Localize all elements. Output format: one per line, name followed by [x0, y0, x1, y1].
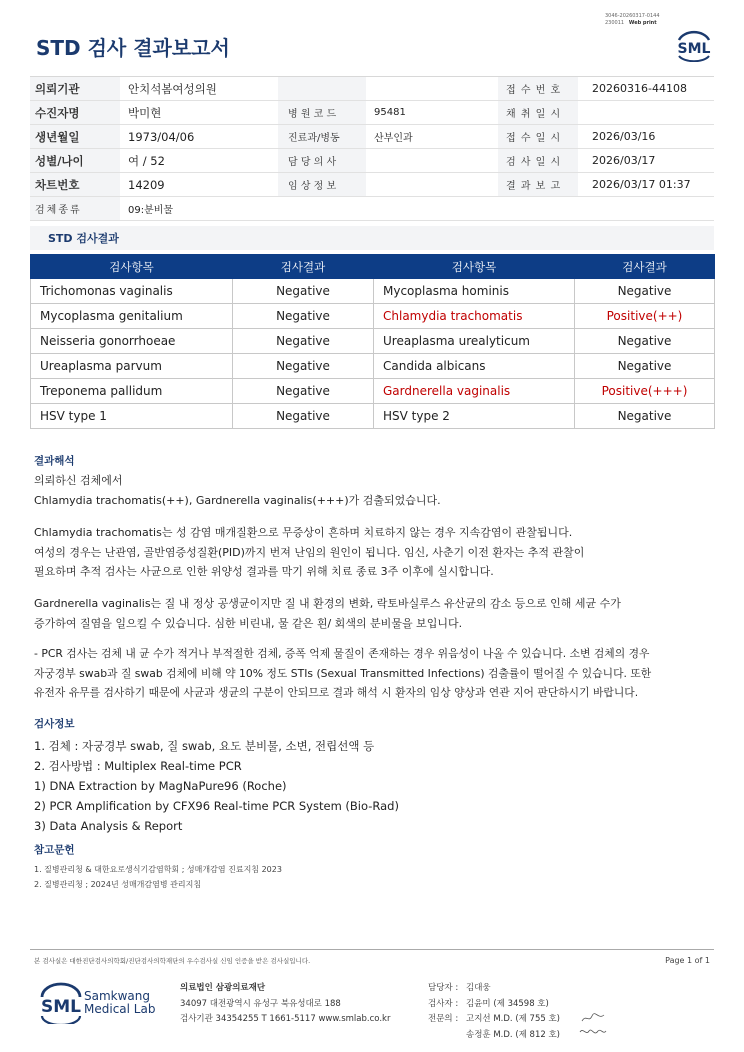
- interpretation-heading: 결과해석: [34, 455, 75, 467]
- test-name: Treponema pallidum: [31, 379, 233, 404]
- test-result: Negative: [233, 404, 374, 429]
- test-result: Negative: [233, 279, 374, 304]
- info-label: 접 수 일 시: [498, 125, 578, 148]
- page-number: Page 1 of 1: [665, 956, 710, 965]
- info-label: 진료과/병동: [278, 125, 366, 148]
- test-result: Negative: [233, 304, 374, 329]
- info-value: 2026/03/17: [592, 154, 656, 167]
- info-value: 여 / 52: [128, 153, 165, 168]
- info-label: 채 취 일 시: [498, 101, 578, 124]
- svg-text:SML: SML: [41, 997, 81, 1017]
- info-value: 2026/03/17 01:37: [592, 178, 691, 191]
- page-title: STD 검사 결과보고서: [36, 36, 230, 60]
- test-info-list: 1. 검체 : 자궁경부 swab, 질 swab, 요도 분비물, 소변, 전립선액 등 2. 검사방법 : Multiplex Real-time PCR 1) DNA Extraction by MagNaPure96 (Roche) 2) PCR Amplification by CFX96 Real-time PCR System (Bio-Rad) 3) Data Analysis & Report: [34, 739, 399, 833]
- table-row: [31, 379, 715, 404]
- test-name: Ureaplasma parvum: [31, 354, 233, 379]
- info-value: 산부인과: [374, 133, 413, 144]
- test-name: Mycoplasma hominis: [374, 279, 575, 304]
- info-label: 담 당 의 사: [278, 149, 366, 172]
- test-name: Chlamydia trachomatis: [374, 304, 575, 329]
- document-code: 3046-20260317-0144 230011 Web print: [605, 13, 660, 26]
- info-value: 95481: [374, 107, 406, 118]
- specimen-value: 09:분비물: [128, 205, 174, 216]
- info-label: 수진자명: [30, 101, 120, 124]
- test-name: Neisseria gonorrhoeae: [31, 329, 233, 354]
- test-result: Negative: [575, 329, 715, 354]
- test-result: Negative: [575, 354, 715, 379]
- references-heading: 참고문헌: [34, 844, 75, 856]
- info-value: 박미현: [128, 105, 162, 120]
- certification-note: 본 검사실은 대한진단검사의학회/진단검사의학재단의 우수검사실 신임 인증을 받은 검사실입니다.: [34, 957, 311, 965]
- table-row: [31, 279, 715, 304]
- interpretation-summary: 의뢰하신 검체에서 Chlamydia trachomatis(++), Gardnerella vaginalis(+++)가 검출되었습니다.: [34, 474, 441, 507]
- gardnerella-note: Gardnerella vaginalis는 질 내 정상 공생균이지만 질 내 환경의 변화, 락토바실루스 유산균의 감소 등으로 인해 세균 수가 증가하여 질염을 일으킬 수 있습니다. 심한 비린내, 물 같은 흰/ 회색의 분비물을 보입니다.: [34, 597, 621, 630]
- test-info-heading: 검사정보: [34, 718, 75, 730]
- test-name: Mycoplasma genitalium: [31, 304, 233, 329]
- info-label: 생년월일: [30, 125, 120, 148]
- result-table: [30, 254, 715, 429]
- col-header: 검사항목: [31, 255, 233, 279]
- info-label: 결 과 보 고: [498, 173, 578, 196]
- info-value: 2026/03/16: [592, 130, 656, 143]
- test-name: HSV type 2: [374, 404, 575, 429]
- test-result: Negative: [233, 379, 374, 404]
- signature-image: [580, 1012, 606, 1024]
- info-value: 14209: [128, 177, 165, 192]
- test-name: Candida albicans: [374, 354, 575, 379]
- info-label: 접 수 번 호: [498, 77, 578, 100]
- sml-logo-icon: [673, 26, 715, 62]
- info-row: [30, 125, 714, 149]
- organization-info: 의료법인 삼광의료재단 34097 대전광역시 유성구 북유성대로 188 검사기관 34354255 T 1661-5117 www.smlab.co.kr: [180, 983, 391, 1024]
- brand-name: Samkwang Medical Lab: [84, 989, 156, 1016]
- info-label: [278, 77, 366, 100]
- test-result: Negative: [233, 329, 374, 354]
- info-row: [30, 173, 714, 197]
- test-name: Trichomonas vaginalis: [31, 279, 233, 304]
- table-row: [31, 304, 715, 329]
- info-label: 차트번호: [30, 173, 120, 196]
- col-header: 검사항목: [374, 255, 575, 279]
- chlamydia-note: Chlamydia trachomatis는 성 감염 매개질환으로 무증상이 흔하며 치료하지 않는 경우 지속감염이 관찰됩니다. 여성의 경우는 난관염, 골반염증성질환(PID)까지 번져 난임의 원인이 됩니다. 임신, 사춘기 이전 환자는 추적 관찰이 필요하며 추적 검사는 사균으로 인한 위양성 결과를 막기 위해 치료 종료 3주 이후에 실시합니다.: [34, 526, 585, 578]
- specimen-label: 검체종류: [30, 197, 120, 220]
- info-label: 임 상 정 보: [278, 173, 366, 196]
- info-value: 20260316-44108: [592, 82, 687, 95]
- info-row: [30, 77, 714, 101]
- info-label: 의뢰기관: [30, 77, 120, 100]
- svg-text:SML: SML: [677, 41, 711, 57]
- test-name: Ureaplasma urealyticum: [374, 329, 575, 354]
- info-label: 검 사 일 시: [498, 149, 578, 172]
- test-result: Negative: [575, 279, 715, 304]
- col-header: 검사결과: [575, 255, 715, 279]
- col-header: 검사결과: [233, 255, 374, 279]
- info-row: [30, 149, 714, 173]
- test-result: Negative: [575, 404, 715, 429]
- table-row: [31, 354, 715, 379]
- section-title: STD 검사결과: [30, 226, 714, 250]
- test-name: HSV type 1: [31, 404, 233, 429]
- info-row: [30, 101, 714, 125]
- signature-image: [578, 1026, 608, 1038]
- references-list: 1. 질병관리청 & 대한요로생식기감염학회 ; 성매개감염 진료지침 2023 2. 질병관리청 ; 2024년 성매개감염병 관리지침: [34, 865, 282, 889]
- sml-logo-icon: [36, 980, 86, 1024]
- info-value: 1973/04/06: [128, 129, 195, 144]
- info-label: 병 원 코 드: [278, 101, 366, 124]
- pcr-note: - PCR 검사는 검체 내 균 수가 적거나 부적절한 검체, 증폭 억제 물질이 존재하는 경우 위음성이 나올 수 있습니다. 소변 검체의 경우 자궁경부 swab과 질 swab 검체에 비해 약 10% 정도 STIs (Sexual Transmitted Infections) 검출률이 떨어질 수 있습니다. 또한 유전자 유무를 검사하기 때문에 사균과 생균의 구분이 안되므로 결과 해석 시 환자의 임상 양상과 연관 지어 판단하시기 바랍니다.: [34, 647, 652, 699]
- table-row: [31, 329, 715, 354]
- specimen-row: [30, 197, 714, 221]
- table-row: [31, 404, 715, 429]
- footer-divider: [30, 949, 714, 950]
- info-label: 성별/나이: [30, 149, 120, 172]
- test-name: Gardnerella vaginalis: [374, 379, 575, 404]
- test-result: Negative: [233, 354, 374, 379]
- test-result: Positive(+++): [575, 379, 715, 404]
- test-result: Positive(++): [575, 304, 715, 329]
- staff-list: 담당자 : 김대웅 검사자 : 김윤미 (제 34598 호) 전문의 : 고지선 M.D. (제 755 호) 송정훈 M.D. (제 812 호): [428, 983, 561, 1040]
- info-value: 안치석봄여성의원: [128, 81, 217, 96]
- patient-info-table: [30, 76, 714, 221]
